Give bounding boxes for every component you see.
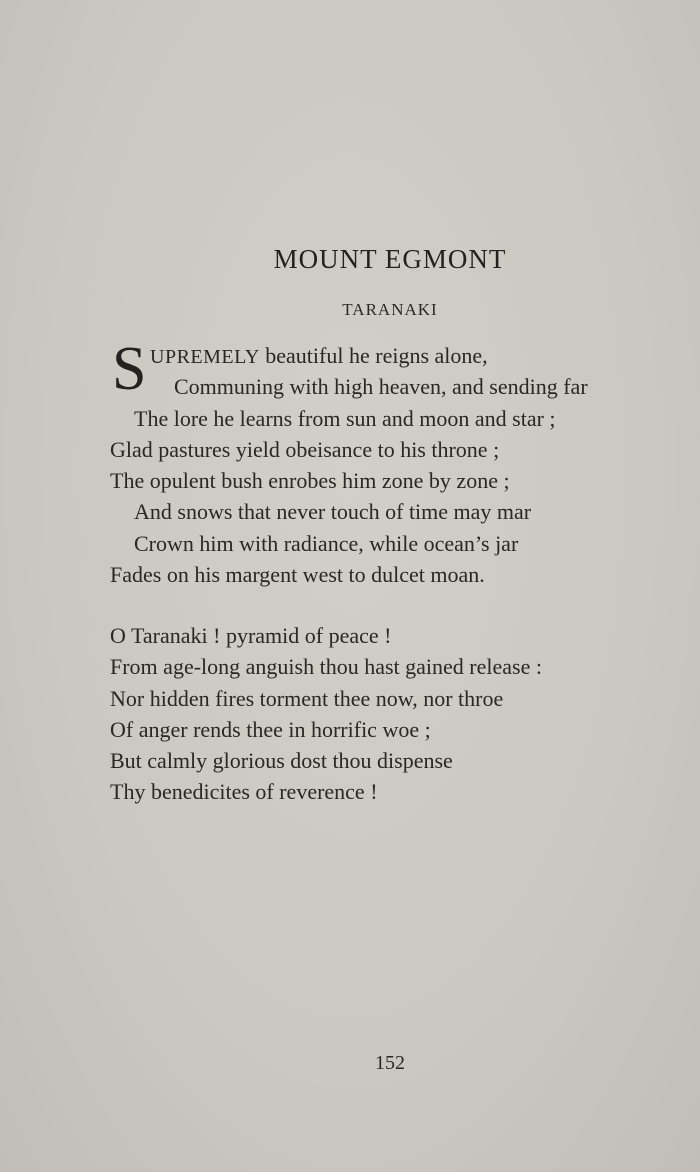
stanza-2: [110, 620, 690, 808]
poem-line: [110, 340, 690, 371]
poem-line: O Taranaki ! pyramid of peace !: [110, 623, 392, 648]
poem-line: The lore he learns from sun and moon and star ;: [134, 405, 556, 431]
line-small-caps: UPREMELY: [150, 346, 260, 368]
poem-line: From age-long anguish thou hast gained release :: [110, 654, 542, 680]
poem-subtitle: TARANAKI: [342, 300, 438, 319]
line-rest: beautiful he reigns alone,: [259, 343, 488, 368]
poem-line: Fades on his margent west to dulcet moan.: [110, 562, 485, 588]
poem-line: Nor hidden fires torment thee now, nor throe: [110, 685, 504, 711]
drop-cap: S: [112, 335, 147, 403]
poem-line: Of anger rends thee in horrific woe ;: [110, 716, 431, 742]
page-number: 152: [375, 1052, 405, 1074]
poem-line: But calmly glorious dost thou dispense: [110, 748, 453, 774]
poem-line: The opulent bush enrobes him zone by zone ;: [110, 468, 510, 494]
poem-line: And snows that never touch of time may mar: [134, 499, 532, 525]
poem-line: Crown him with radiance, while ocean’s jar: [134, 530, 519, 556]
poem-line: Glad pastures yield obeisance to his throne ;: [110, 436, 500, 462]
poem-line: Thy benedicites of reverence !: [110, 779, 378, 805]
stanza-1: [110, 335, 690, 590]
poem-line: Communing with high heaven, and sending far: [174, 374, 588, 400]
poem-title: MOUNT EGMONT: [273, 244, 507, 274]
